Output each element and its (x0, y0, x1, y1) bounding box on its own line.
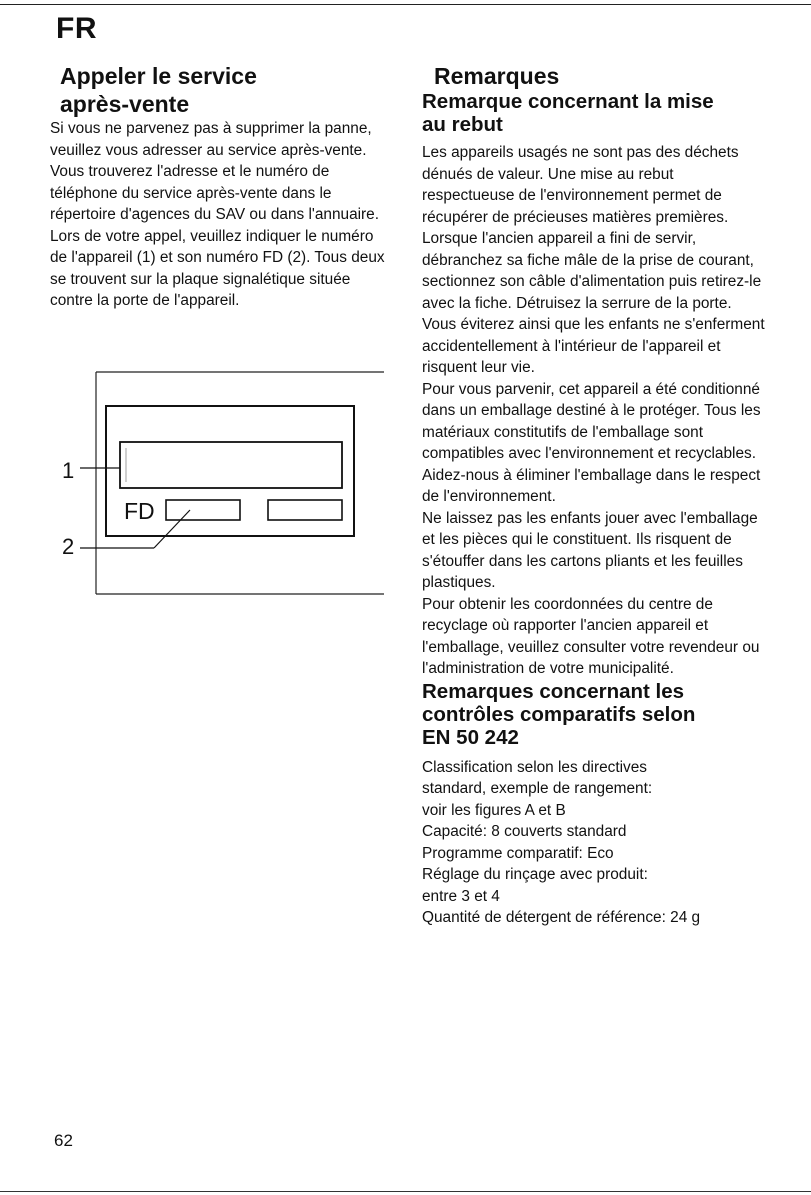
tests-line: Programme comparatif: Eco (422, 844, 614, 862)
nameplate-illustration (54, 370, 384, 605)
disposal-paragraph: Lorsque l'ancien appareil a fini de servir, débranchez sa fiche mâle de la prise de courant, sectionnez son câble d'alimentation puis retirez-le avec la fiche. Détruisez la serrure de la porte. Vous éviterez ainsi que les enfants ne s'enferment accidentellement à l'intérieur de l'appareil et risquent leur vie. (422, 230, 765, 376)
left-column (50, 62, 390, 312)
disposal-text (422, 142, 767, 680)
nameplate-diagram (54, 370, 384, 605)
tests-heading-line: EN 50 242 (422, 725, 519, 749)
callout-number-1: 1 (62, 458, 75, 483)
service-heading-line: Appeler le service (60, 63, 257, 89)
language-code: FR (56, 12, 97, 45)
tests-line: standard, exemple de rangement: (422, 780, 653, 797)
tests-line: voir les figures A et B (422, 801, 566, 819)
disposal-heading-line: au rebut (422, 113, 503, 136)
tests-heading (422, 680, 767, 749)
bottom-rule (0, 1191, 811, 1192)
service-heading-line: après-vente (60, 91, 190, 117)
tests-heading-line: Remarques concernant les (422, 679, 685, 703)
disposal-paragraph: Pour obtenir les coordonnées du centre de recyclage où rapporter l'ancien appareil et l'emballage, veuillez consulter votre revendeur ou l'administration de votre municipalité. (422, 595, 760, 677)
tests-heading-line: contrôles comparatifs selon (422, 702, 696, 726)
tests-line: Quantité de détergent de référence: 24 g (422, 909, 701, 926)
page-number: 62 (54, 1131, 73, 1150)
service-paragraph: Si vous ne parvenez pas à supprimer la panne, veuillez vous adresser au service après-vente. Vous trouverez l'adresse et le numéro de téléphone du service après-vente dans le répertoire d'agences du SAV ou dans l'annuaire. Lors de votre appel, veuillez indiquer le numéro de l'appareil (1) et son numéro FD (2). Tous deux se trouvent sur la plaque signalétique située contre la porte de l'appareil. (50, 120, 385, 309)
disposal-heading-line: Remarque concernant la mise (422, 90, 714, 113)
disposal-paragraph: Ne laissez pas les enfants jouer avec l'emballage et les pièces qui le constituent. Ils risquent de s'étouffer dans les cartons pliants et les feuilles plastiques. (422, 509, 758, 591)
disposal-heading (422, 90, 767, 136)
disposal-paragraph: Pour vous parvenir, cet appareil a été conditionné dans un emballage destiné à le protéger. Tous les matériaux constitutifs de l'emballage sont compatibles avec l'environnement et recyclables. Aidez-nous à éliminer l'emballage dans le respect de l'environnement. (422, 380, 761, 505)
tests-text (422, 757, 767, 929)
tests-line: entre 3 et 4 (422, 887, 500, 905)
tests-line: Réglage du rinçage avec produit: (422, 866, 648, 883)
tests-line: Capacité: 8 couverts standard (422, 823, 627, 840)
service-heading (50, 62, 390, 118)
top-rule (0, 4, 811, 5)
disposal-paragraph: Les appareils usagés ne sont pas des déchets dénués de valeur. Une mise au rebut respectueuse de l'environnement permet de récupérer de précieuses matières premières. (422, 144, 739, 226)
right-column (422, 62, 767, 929)
callout-number-2: 2 (62, 534, 75, 559)
fd-label: FD (124, 498, 155, 524)
remarks-heading: Remarques (434, 63, 560, 89)
tests-line: Classification selon les directives (422, 758, 647, 776)
